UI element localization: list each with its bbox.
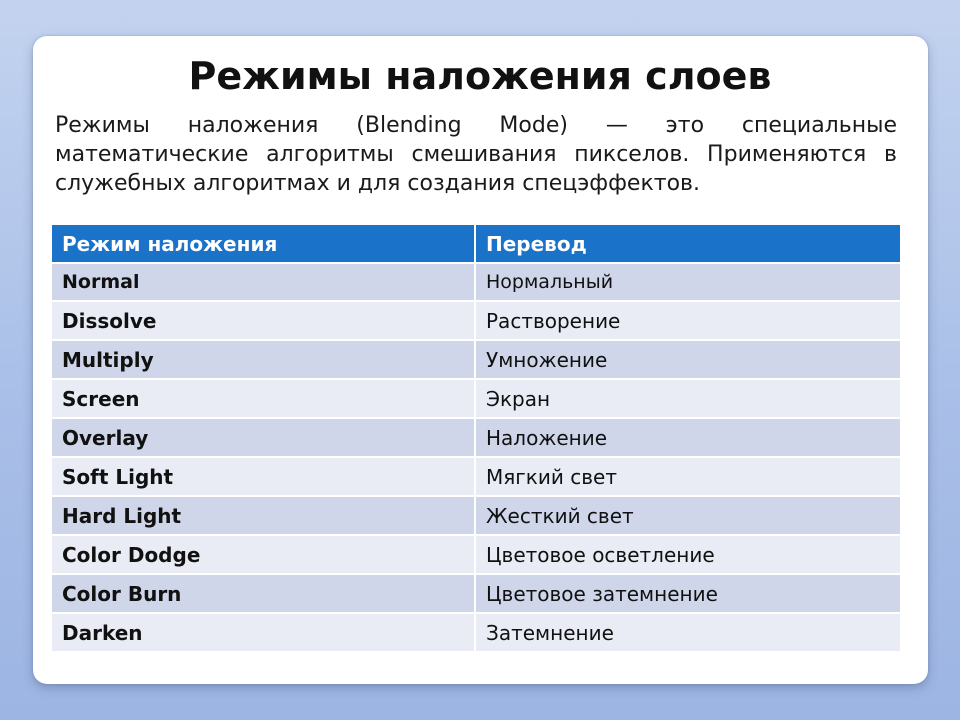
- mode-name: Normal: [52, 263, 475, 301]
- mode-name: Soft Light: [52, 457, 475, 496]
- mode-translation: Нормальный: [475, 263, 900, 301]
- table-row: [52, 301, 900, 340]
- table-row: [52, 340, 900, 379]
- mode-name: Dissolve: [52, 301, 475, 340]
- mode-translation: Жесткий свет: [475, 496, 900, 535]
- mode-translation: Экран: [475, 379, 900, 418]
- table-row: [52, 535, 900, 574]
- blending-modes-table: [52, 225, 900, 653]
- mode-translation: Цветовое затемнение: [475, 574, 900, 613]
- mode-translation: Растворение: [475, 301, 900, 340]
- mode-name: Overlay: [52, 418, 475, 457]
- mode-translation: Наложение: [475, 418, 900, 457]
- table-row: [52, 263, 900, 301]
- mode-translation: Мягкий свет: [475, 457, 900, 496]
- mode-name: Multiply: [52, 340, 475, 379]
- table-row: [52, 418, 900, 457]
- mode-name: Darken: [52, 613, 475, 652]
- table-row: [52, 613, 900, 652]
- mode-translation: Умножение: [475, 340, 900, 379]
- mode-name: Color Dodge: [52, 535, 475, 574]
- header-translation: Перевод: [475, 225, 900, 263]
- table-row: [52, 457, 900, 496]
- header-mode: Режим наложения: [52, 225, 475, 263]
- intro-paragraph: Режимы наложения (Blending Mode) — это специальные математические алгоритмы смешивания пикселов. Применяются в служебных алгоритмах и для создания спецэффектов.: [55, 113, 897, 196]
- table-row: [52, 574, 900, 613]
- mode-name: Color Burn: [52, 574, 475, 613]
- mode-name: Screen: [52, 379, 475, 418]
- mode-name: Hard Light: [52, 496, 475, 535]
- table-header-row: [52, 225, 900, 263]
- mode-translation: Цветовое осветление: [475, 535, 900, 574]
- mode-translation: Затемнение: [475, 613, 900, 652]
- slide-title: Режимы наложения слоев: [188, 54, 772, 98]
- table-row: [52, 496, 900, 535]
- table-row: [52, 379, 900, 418]
